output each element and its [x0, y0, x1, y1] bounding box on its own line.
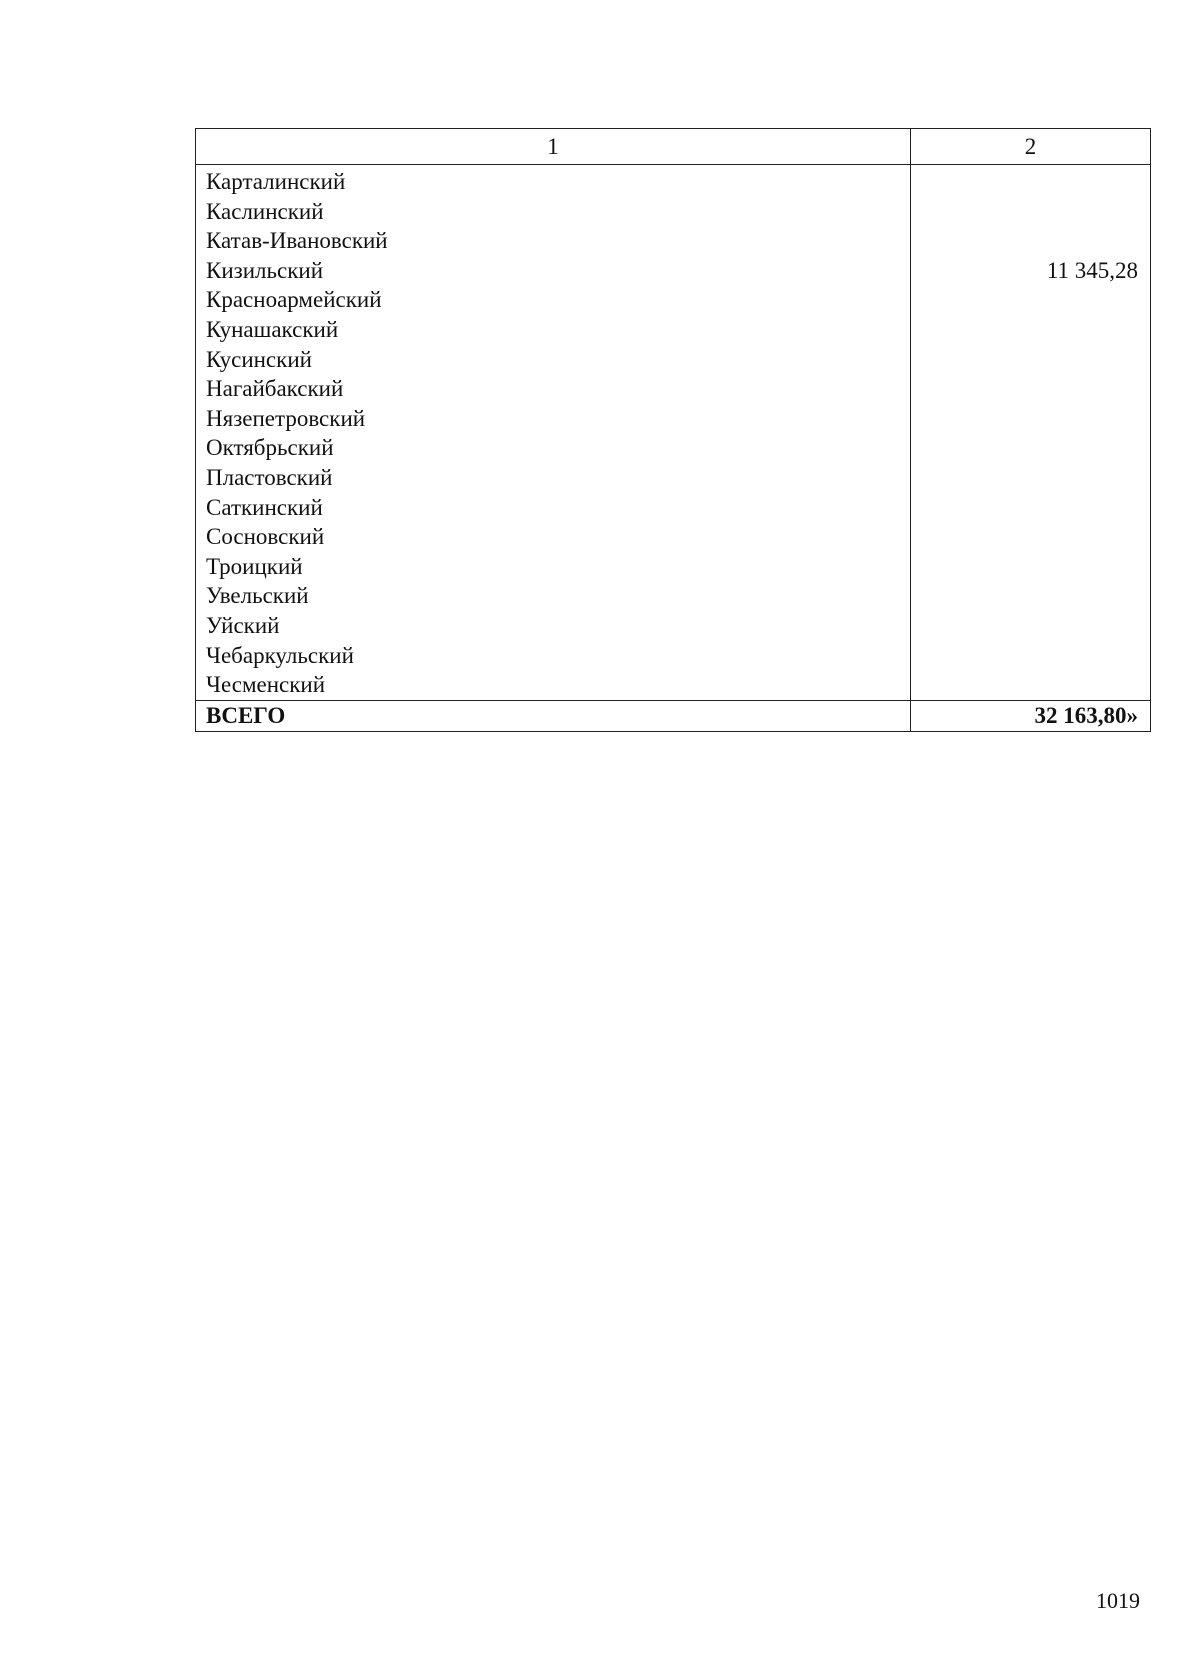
district-name: Катав-Ивановский — [206, 228, 388, 254]
district-value — [911, 493, 1138, 523]
district-value — [911, 404, 1138, 434]
column-header-1: 1 — [196, 129, 911, 165]
district-value — [911, 463, 1138, 493]
district-name: Чесменский — [206, 672, 326, 698]
district-name: Нагайбакский — [206, 376, 344, 402]
district-value — [911, 581, 1138, 611]
district-value — [911, 226, 1138, 256]
district-values-cell — [911, 165, 1151, 701]
district-name: Каслинский — [206, 198, 324, 224]
district-name: Пластовский — [206, 464, 333, 490]
district-value — [911, 433, 1138, 463]
district-value — [911, 552, 1138, 582]
district-name: Сосновский — [206, 524, 325, 550]
district-value: 11 345,28 — [1046, 257, 1138, 283]
districts-row — [196, 165, 1151, 701]
district-name: Увельский — [206, 583, 309, 609]
district-name: Саткинский — [206, 494, 323, 520]
total-row — [196, 700, 1151, 731]
district-name: Кизильский — [206, 257, 324, 283]
district-value — [911, 522, 1138, 552]
district-name: Кусинский — [206, 346, 312, 372]
district-name: Нязепетровский — [206, 405, 366, 431]
district-value — [911, 670, 1138, 700]
total-value: 32 163,80» — [911, 700, 1151, 731]
district-name: Троицкий — [206, 553, 303, 579]
district-value — [911, 197, 1138, 227]
page-number: 1019 — [1096, 1588, 1140, 1613]
district-value — [911, 611, 1138, 641]
district-name: Карталинский — [206, 169, 346, 194]
header-row — [196, 129, 1151, 165]
district-value — [911, 315, 1138, 345]
district-value — [911, 285, 1138, 315]
district-value — [911, 345, 1138, 375]
allocation-table — [195, 128, 1151, 732]
district-name: Октябрьский — [206, 435, 334, 461]
district-name: Кунашакский — [206, 316, 339, 342]
district-name: Уйский — [206, 612, 280, 638]
district-value — [911, 374, 1138, 404]
district-value — [911, 641, 1138, 671]
district-name: Чебаркульский — [206, 642, 354, 668]
total-label: ВСЕГО — [196, 700, 911, 731]
column-header-2: 2 — [911, 129, 1151, 165]
district-names-cell — [196, 165, 911, 701]
district-name: Красноармейский — [206, 287, 382, 313]
district-value — [911, 167, 1138, 197]
